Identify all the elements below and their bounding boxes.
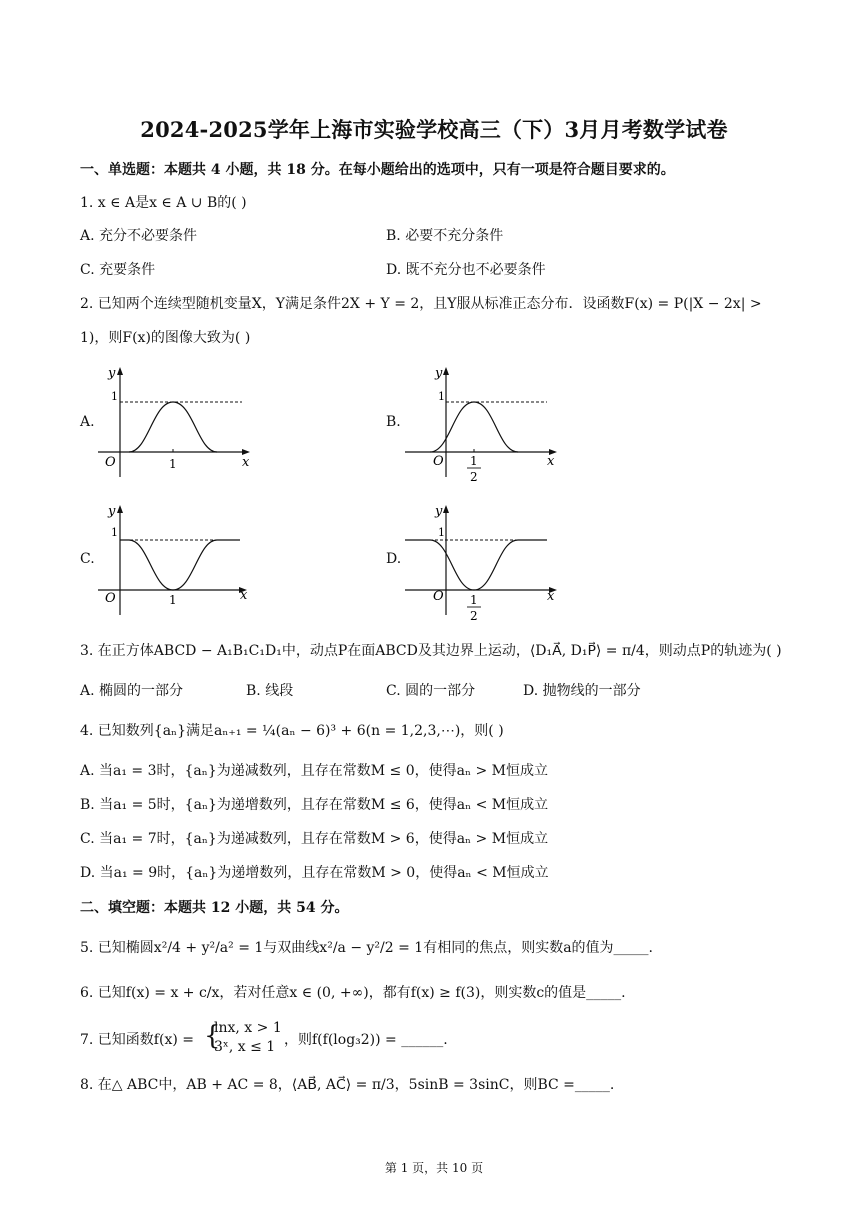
tick-label-half-den: 2: [470, 470, 478, 484]
q3-option-b: B. 线段: [246, 683, 294, 699]
q1-option-d: D. 既不充分也不必要条件: [386, 262, 546, 278]
exam-title: 2024-2025学年上海市实验学校高三（下）3月月考数学试卷: [140, 117, 728, 142]
q4-option-c: C. 当a₁ = 7时，{aₙ}为递减数列，且存在常数M > 6，使得aₙ > M恒成立: [80, 831, 549, 847]
tick-label-half-num: 1: [470, 454, 478, 468]
q3-stem: 3. 在正方体ABCD − A₁B₁C₁D₁中，动点P在面ABCD及其边界上运动，⟨D₁A⃗, D₁P⃗⟩ = π/4，则动点P的轨迹为( ): [80, 643, 782, 659]
q2-stem-line2: 1)，则F(x)的图像大致为( ): [80, 330, 251, 346]
axis-x-label: x: [240, 588, 248, 603]
q4-stem: 4. 已知数列{aₙ}满足aₙ₊₁ = ¼(aₙ − 6)³ + 6(n = 1,2,3,⋯)，则( ): [80, 723, 504, 739]
q1-option-c: C. 充要条件: [80, 262, 156, 278]
q6-stem: 6. 已知f(x) = x + c/x，若对任意x ∈ (0, +∞)，都有f(x) ≥ f(3)，则实数c的值是_____.: [80, 985, 626, 1001]
origin-label: O: [433, 589, 444, 604]
q1-stem: 1. x ∈ A是x ∈ A ∪ B的( ): [80, 195, 247, 211]
q2-option-a-label: A.: [80, 414, 95, 430]
axis-y-label: y: [108, 504, 116, 519]
q4-option-b: B. 当a₁ = 5时，{aₙ}为递增数列，且存在常数M ≤ 6，使得aₙ < M恒成立: [80, 797, 549, 813]
tick-label-half-den: 2: [470, 609, 478, 623]
q3-option-a: A. 椭圆的一部分: [80, 683, 184, 699]
graph-c: [95, 500, 260, 620]
q1-option-b: B. 必要不充分条件: [386, 228, 504, 244]
q4-option-a: A. 当a₁ = 3时，{aₙ}为递减数列，且存在常数M ≤ 0，使得aₙ > M恒成立: [80, 763, 548, 779]
q2-option-c-label: C.: [80, 551, 95, 567]
graph-b: [402, 362, 567, 487]
q2-option-d-label: D.: [386, 551, 402, 567]
origin-label: O: [105, 591, 116, 606]
tick-label-half-num: 1: [470, 593, 478, 607]
q4-option-d: D. 当a₁ = 9时，{aₙ}为递增数列，且存在常数M > 0，使得aₙ < M恒成立: [80, 865, 549, 881]
q7-brace: {: [204, 1021, 221, 1051]
q1-option-a: A. 充分不必要条件: [80, 228, 198, 244]
section-1-heading: 一、单选题：本题共 4 小题，共 18 分。在每小题给出的选项中，只有一项是符合题目要求的。: [80, 162, 675, 178]
tick-label-1: 1: [111, 390, 118, 403]
axis-x-label: x: [242, 455, 250, 470]
q8-stem: 8. 在△ ABC中，AB + AC = 8，⟨AB⃗, AC⃗⟩ = π/3，5sinB = 3sinC，则BC =_____.: [80, 1077, 615, 1093]
axis-y-label: y: [435, 504, 443, 519]
tick-label-1: 1: [438, 526, 445, 539]
tick-label-1: 1: [169, 593, 177, 607]
tick-label-1: 1: [169, 457, 177, 471]
axis-x-label: x: [547, 454, 555, 469]
axis-x-label: x: [547, 589, 555, 604]
q7-case-2: 3ˣ, x ≤ 1: [214, 1039, 276, 1055]
q7-prefix: 7. 已知函数f(x) =: [80, 1032, 194, 1048]
page-footer: 第 1 页，共 10 页: [384, 1161, 484, 1175]
q7-suffix: ，则f(f(log₃2)) = ______.: [284, 1032, 448, 1048]
q2-stem-line1: 2. 已知两个连续型随机变量X，Y满足条件2X + Y = 2，且Y服从标准正态分布．设函数F(x) = P(|X − 2x| >: [80, 296, 762, 312]
tick-label-1: 1: [438, 390, 445, 403]
q3-option-c: C. 圆的一部分: [386, 683, 476, 699]
q2-option-b-label: B.: [386, 414, 401, 430]
axis-y-label: y: [108, 366, 116, 381]
q7-case-1: lnx, x > 1: [214, 1020, 282, 1036]
q3-option-d: D. 抛物线的一部分: [523, 683, 641, 699]
section-2-heading: 二、填空题：本题共 12 小题，共 54 分。: [80, 900, 349, 916]
origin-label: O: [105, 455, 116, 470]
q5-stem: 5. 已知椭圆x²/4 + y²/a² = 1与双曲线x²/a − y²/2 = 1有相同的焦点，则实数a的值为_____.: [80, 940, 653, 956]
graph-d: [402, 500, 567, 625]
origin-label: O: [433, 454, 444, 469]
axis-y-label: y: [435, 366, 443, 381]
tick-label-1: 1: [111, 526, 118, 539]
graph-a: [95, 362, 260, 482]
